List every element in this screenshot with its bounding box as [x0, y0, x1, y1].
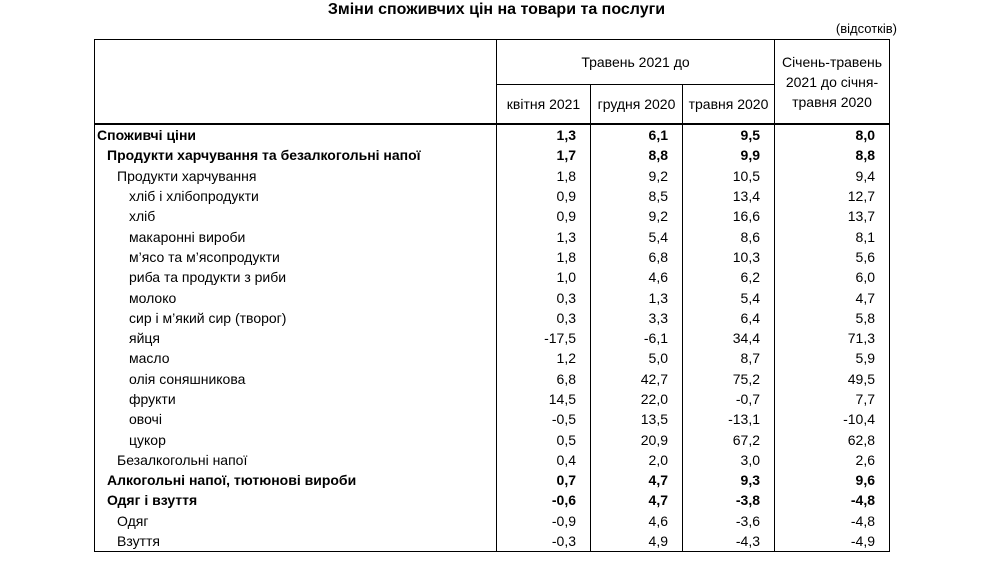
row-label: Одяг: [95, 511, 497, 531]
value-cell: 22,0: [591, 389, 683, 409]
value-cell: 8,1: [775, 226, 890, 246]
value-cell: -4,8: [775, 490, 890, 510]
value-cell: 16,6: [683, 206, 775, 226]
table-row: [95, 226, 890, 246]
value-cell: 67,2: [683, 429, 775, 449]
value-cell: 5,8: [775, 308, 890, 328]
value-cell: 0,5: [497, 429, 591, 449]
value-cell: 4,6: [591, 267, 683, 287]
value-cell: 5,4: [683, 287, 775, 307]
value-cell: 5,9: [775, 348, 890, 368]
value-cell: 0,9: [497, 186, 591, 206]
row-label: макаронні вироби: [95, 226, 497, 246]
value-cell: 42,7: [591, 369, 683, 389]
row-label: сир і м’який сир (творог): [95, 308, 497, 328]
value-cell: 8,6: [683, 226, 775, 246]
row-label: фрукти: [95, 389, 497, 409]
value-cell: 9,2: [591, 206, 683, 226]
value-cell: 1,0: [497, 267, 591, 287]
year-to-date-header: Січень-травень 2021 до січня-травня 2020: [775, 40, 890, 125]
table-row: [95, 247, 890, 267]
value-cell: 20,9: [591, 429, 683, 449]
value-cell: 4,9: [591, 531, 683, 552]
row-label-header: [95, 40, 497, 125]
table-row: [95, 206, 890, 226]
value-cell: 1,8: [497, 247, 591, 267]
table-row: [95, 166, 890, 186]
value-cell: -17,5: [497, 328, 591, 348]
value-cell: -10,4: [775, 409, 890, 429]
row-label: Споживчі ціни: [95, 124, 497, 145]
value-cell: 1,2: [497, 348, 591, 368]
value-cell: 6,8: [591, 247, 683, 267]
value-cell: 10,3: [683, 247, 775, 267]
table-row: [95, 348, 890, 368]
value-cell: 10,5: [683, 166, 775, 186]
row-label: Продукти харчування: [95, 166, 497, 186]
value-cell: 5,6: [775, 247, 890, 267]
row-label: олія соняшникова: [95, 369, 497, 389]
value-cell: 49,5: [775, 369, 890, 389]
value-cell: 13,5: [591, 409, 683, 429]
table-row: [95, 429, 890, 449]
table-title: Зміни споживчих цін на товари та послуги: [327, 1, 666, 18]
value-cell: 3,3: [591, 308, 683, 328]
table-row: [95, 490, 890, 510]
value-cell: 1,7: [497, 145, 591, 165]
value-cell: -0,9: [497, 511, 591, 531]
value-cell: 5,4: [591, 226, 683, 246]
value-cell: 0,7: [497, 470, 591, 490]
value-cell: 1,3: [591, 287, 683, 307]
table-row: [95, 308, 890, 328]
value-cell: 14,5: [497, 389, 591, 409]
value-cell: -0,3: [497, 531, 591, 552]
value-cell: 6,2: [683, 267, 775, 287]
row-label: масло: [95, 348, 497, 368]
column-header-may-2020: травня 2020: [683, 85, 775, 125]
value-cell: 62,8: [775, 429, 890, 449]
value-cell: -4,8: [775, 511, 890, 531]
value-cell: 8,7: [683, 348, 775, 368]
value-cell: -6,1: [591, 328, 683, 348]
value-cell: 8,5: [591, 186, 683, 206]
table-body: [95, 124, 890, 552]
table-row: [95, 369, 890, 389]
value-cell: 1,3: [497, 226, 591, 246]
value-cell: 8,0: [775, 124, 890, 145]
table-row: [95, 470, 890, 490]
value-cell: 1,8: [497, 166, 591, 186]
row-label: Продукти харчування та безалкогольні напої: [95, 145, 497, 165]
table-row: [95, 328, 890, 348]
value-cell: 6,1: [591, 124, 683, 145]
table-row: [95, 145, 890, 165]
value-cell: 0,3: [497, 308, 591, 328]
value-cell: 2,6: [775, 450, 890, 470]
row-label: овочі: [95, 409, 497, 429]
value-cell: 4,7: [591, 490, 683, 510]
value-cell: 75,2: [683, 369, 775, 389]
table-row: [95, 409, 890, 429]
value-cell: 71,3: [775, 328, 890, 348]
value-cell: 5,0: [591, 348, 683, 368]
value-cell: 8,8: [775, 145, 890, 165]
value-cell: 1,3: [497, 124, 591, 145]
value-cell: 9,5: [683, 124, 775, 145]
group-header: Травень 2021 до: [497, 40, 775, 85]
value-cell: -0,5: [497, 409, 591, 429]
value-cell: 0,9: [497, 206, 591, 226]
row-label: яйця: [95, 328, 497, 348]
value-cell: 6,8: [497, 369, 591, 389]
value-cell: 12,7: [775, 186, 890, 206]
value-cell: 3,0: [683, 450, 775, 470]
table-row: [95, 267, 890, 287]
value-cell: -4,3: [683, 531, 775, 552]
row-label: м’ясо та м’ясопродукти: [95, 247, 497, 267]
value-cell: 4,6: [591, 511, 683, 531]
value-cell: 9,6: [775, 470, 890, 490]
table-row: [95, 531, 890, 552]
column-header-december-2020: грудня 2020: [591, 85, 683, 125]
column-header-april-2021: квітня 2021: [497, 85, 591, 125]
value-cell: -13,1: [683, 409, 775, 429]
value-cell: -0,7: [683, 389, 775, 409]
row-label: риба та продукти з риби: [95, 267, 497, 287]
value-cell: 0,4: [497, 450, 591, 470]
table-row: [95, 511, 890, 531]
table-row: [95, 124, 890, 145]
table-row: [95, 287, 890, 307]
table-row: [95, 389, 890, 409]
value-cell: 9,4: [775, 166, 890, 186]
value-cell: 4,7: [775, 287, 890, 307]
value-cell: 7,7: [775, 389, 890, 409]
row-label: цукор: [95, 429, 497, 449]
value-cell: -0,6: [497, 490, 591, 510]
value-cell: 13,4: [683, 186, 775, 206]
value-cell: 13,7: [775, 206, 890, 226]
value-cell: 34,4: [683, 328, 775, 348]
value-cell: -3,8: [683, 490, 775, 510]
row-label: молоко: [95, 287, 497, 307]
value-cell: 9,2: [591, 166, 683, 186]
row-label: Одяг і взуття: [95, 490, 497, 510]
table-row: [95, 450, 890, 470]
table-row: [95, 186, 890, 206]
row-label: хліб: [95, 206, 497, 226]
value-cell: 9,3: [683, 470, 775, 490]
value-cell: 6,0: [775, 267, 890, 287]
value-cell: -3,6: [683, 511, 775, 531]
row-label: Взуття: [95, 531, 497, 552]
row-label: хліб і хлібопродукти: [95, 186, 497, 206]
row-label: Безалкогольні напої: [95, 450, 497, 470]
value-cell: 9,9: [683, 145, 775, 165]
units-note: (відсотків): [835, 21, 897, 36]
value-cell: -4,9: [775, 531, 890, 552]
value-cell: 4,7: [591, 470, 683, 490]
price-changes-table: [94, 39, 890, 552]
value-cell: 8,8: [591, 145, 683, 165]
value-cell: 2,0: [591, 450, 683, 470]
row-label: Алкогольні напої, тютюнові вироби: [95, 470, 497, 490]
value-cell: 0,3: [497, 287, 591, 307]
value-cell: 6,4: [683, 308, 775, 328]
